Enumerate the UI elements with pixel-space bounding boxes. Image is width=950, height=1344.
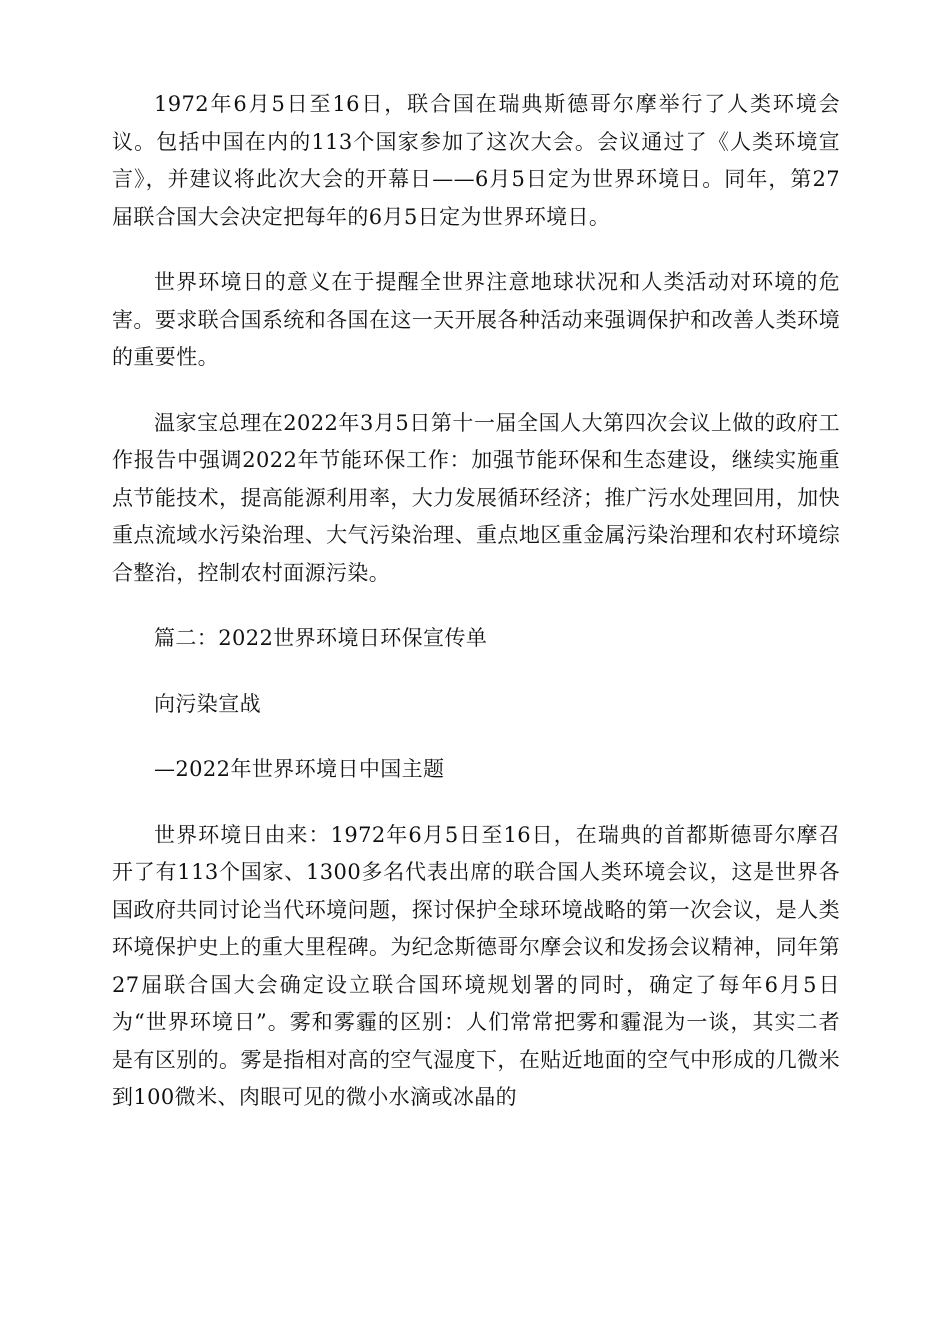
section-title: 篇二：2022世界环境日环保宣传单: [154, 626, 488, 650]
paragraph-environment-conference: 1972年6月5日至16日，联合国在瑞典斯德哥尔摩举行了人类环境会议。包括中国在内的113个国家参加了这次大会。会议通过了《人类环境宣言》，并建议将此次大会的开幕日——6月5日定为世界环境日。同年，第27届联合国大会决定把每年的6月5日定为世界环境日。: [112, 92, 840, 229]
paragraph-environment-day-meaning: 世界环境日的意义在于提醒全世界注意地球状况和人类活动对环境的危害。要求联合国系统和各国在这一天开展各种活动来强调保护和改善人类环境的重要性。: [112, 270, 840, 369]
section-subtitle: 向污染宣战: [154, 691, 261, 716]
theme-line: —2022年世界环境日中国主题: [154, 757, 445, 781]
paragraph-environment-day-origin: 世界环境日由来：1972年6月5日至16日，在瑞典的首都斯德哥尔摩召开了有113个国家、1300多名代表出席的联合国人类环境会议，这是世界各国政府共同讨论当代环境问题，探讨保护全球环境战略的第一次会议，是人类环境保护史上的重大里程碑。为纪念斯德哥尔摩会议和发扬会议精神，同年第27届联合国大会确定设立联合国环境规划署的同时，确定了每年6月5日为“世界环境日”。雾和雾霾的区别：人们常常把雾和霾混为一谈，其实二者是有区别的。雾是指相对高的空气湿度下，在贴近地面的空气中形成的几微米到100微米、肉眼可见的微小水滴或冰晶的: [112, 822, 840, 1109]
paragraph-government-report: 温家宝总理在2022年3月5日第十一届全国人大第四次会议上做的政府工作报告中强调2022年节能环保工作：加强节能环保和生态建设，继续实施重点节能技术，提高能源利用率，大力发展循环经济；推广污水处理回用，加快重点流域水污染治理、大气污染治理、重点地区重金属污染治理和农村环境综合整治，控制农村面源污染。: [112, 410, 840, 585]
document-page: [112, 86, 840, 1145]
